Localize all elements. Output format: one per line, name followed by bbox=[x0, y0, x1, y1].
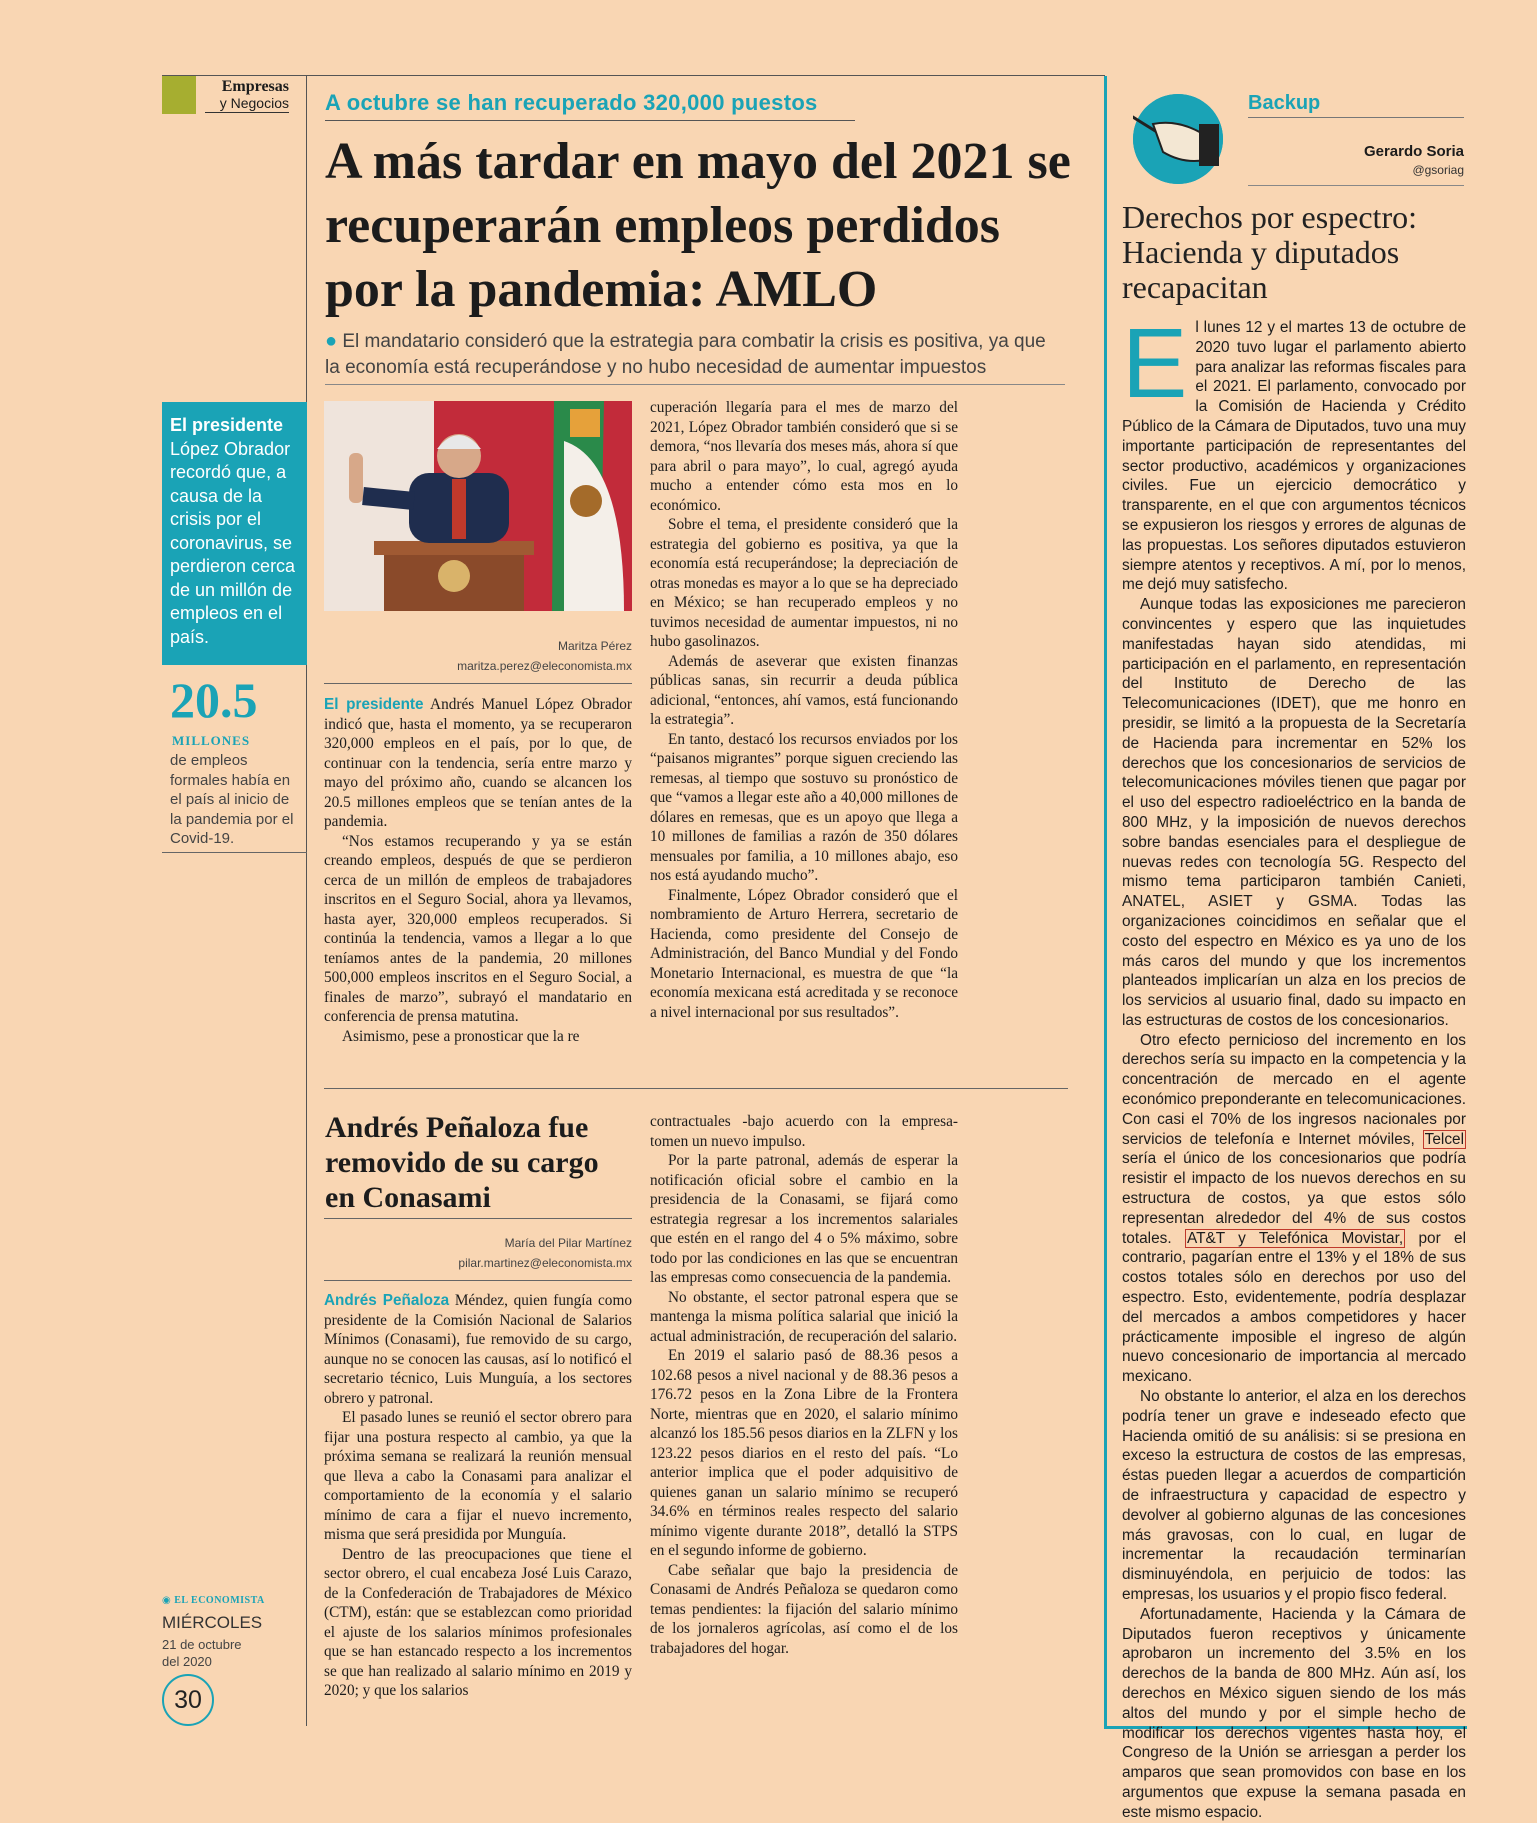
brand-name: EL ECONOMISTA bbox=[174, 1595, 265, 1606]
stat-rule bbox=[162, 852, 307, 853]
paragraph: El pasado lunes se reunió el sector obrero para fijar una postura respecto al cambio, ya que la próxima semana se realizará la reunión mensual que lleva a cabo la Conasami para analizar el comportamiento de la economía y el salario mínimo de cara a fijar el nuevo incremento, misma que será presidida por Munguía. bbox=[324, 1409, 632, 1543]
brand-icon: ◉ bbox=[162, 1595, 172, 1606]
writing-hand-illustration bbox=[1133, 94, 1223, 184]
callout-title: El presidente bbox=[170, 415, 284, 435]
paragraph: Por la parte patronal, además de esperar la notificación oficial sobre el cambio en la presidencia de la Conasami, se fijará como estrategia regresar a los incrementos salariales que estén en el rango del 4 o 5% máximo, sobre todo por las condiciones en las que se encuentran las empresas como consecuencia de la pandemia. bbox=[650, 1152, 958, 1286]
paragraph bbox=[1122, 308, 1466, 595]
top-rule bbox=[162, 75, 1105, 76]
paragraph: Dentro de las preocupaciones que tiene el sector obrero, el cual encabeza José Luis Carazo, de la Confederación de Trabajadores de México (CTM), están: que se establezcan como prioridad el ajuste de los salarios mínimos profesionales que se han estancado respecto a los incrementos se que han realizado al salario mínimo en 2019 y 2020; y que los salarios bbox=[324, 1545, 632, 1699]
second-article-col1 bbox=[324, 1291, 632, 1701]
column-handle[interactable]: @gsoriag bbox=[1248, 163, 1464, 186]
paragraph-text: Andrés Manuel López Obrador indicó que, hasta el momento, ya se recuperaron 320,000 empleos en el país, por lo que, de continuar con la tendencia, sería entre marzo y mayo del próximo año, cuando se alcancen los 20.5 millones empleos que se tenían antes de la pandemia. bbox=[324, 696, 633, 830]
byline-rule bbox=[324, 683, 632, 684]
second-author: María del Pilar Martínez bbox=[504, 1236, 632, 1250]
paragraph-text: por el contrario, pagarían entre el 13% y el 18% de sus costos totales sólo en derechos por uso del espectro. Esto, evidentemente, podría desplazar del mercados a ambos competidores y hacer prácticamente imposible el ingreso de algún nuevo concesionario de importancia al mercado mexicano. bbox=[1122, 1229, 1466, 1386]
second-byline bbox=[400, 1233, 632, 1273]
footer-date-line2: del 2020 bbox=[162, 1654, 212, 1669]
president-photo bbox=[324, 401, 632, 611]
main-kicker: A octubre se han recuperado 320,000 puestos bbox=[325, 90, 855, 121]
paragraph: Asimismo, pese a pronosticar que la re bbox=[342, 1027, 580, 1045]
main-article-col1 bbox=[324, 695, 632, 1046]
paragraph: contractuales -bajo acuerdo con la empresa- tomen un nuevo impulso. bbox=[650, 1113, 958, 1150]
second-article-col2 bbox=[650, 1112, 958, 1658]
paragraph: Sobre el tema, el presidente consideró que la estrategia del gobierno es positiva, ya que la economía está recuperándose; la depreciación de otras monedas es mayor a lo que se ha depreciado en México; se han recuperado empleos y no tuvimos necesidad de aumentar impuestos, ni no hubo gasolinazos. bbox=[650, 516, 958, 650]
paragraph: cuperación llegaría para el mes de marzo del 2021, López Obrador también consideró que si se demora, “nos llevaría dos meses más, ahora sí que para abril o para mayo”, lo cual, agregó ayuda mucho a entender cómo esta mos en lo económico. bbox=[650, 399, 958, 514]
main-email[interactable]: maritza.perez@eleconomista.mx bbox=[457, 659, 632, 673]
paragraph bbox=[324, 1291, 632, 1408]
page-number: 30 bbox=[162, 1674, 214, 1726]
main-headline: A más tardar en mayo del 2021 se recuperarán empleos perdidos por la pandemia: AMLO bbox=[325, 133, 1071, 318]
paragraph-text: l lunes 12 y el martes 13 de octubre de 2020 tuvo lugar el parlamento abierto para analizar las reformas fiscales para el 2021. El parlamento, convocado por la Comisión de Hacienda y Crédito Público de la Cámara de Diputados, tuvo una muy importante participación de representantes del sector productivo, académicos y organizaciones civiles. Fue un ejercicio democrático y transparente, en el que con argumentos técnicos se expusieron los riesgos y errores de algunas de las propuestas. Los señores diputados estuvieron siempre atentos y receptivos. A mí, por lo menos, me dejó muy satisfecho. bbox=[1122, 319, 1466, 594]
paragraph: Finalmente, López Obrador consideró que el nombramiento de Arturo Herrera, secretario de Hacienda, como presidente del Consejo de Administración, del Banco Mundial y del Fondo Monetario Internacional, es muestra de que “la economía mexicana está acreditada y se reconoce a nivel internacional por sus resultados”. bbox=[650, 886, 958, 1021]
column-title: Derechos por espectro: Hacienda y diputados recapacitan bbox=[1122, 199, 1417, 305]
section-sub: y Negocios bbox=[205, 95, 289, 113]
bullet-icon: ● bbox=[325, 330, 338, 352]
deck-text: El mandatario consideró que la estrategia para combatir la crisis es positiva, ya que la economía está recuperándose y no hubo necesidad de aumentar impuestos bbox=[325, 331, 1046, 378]
column-kicker: Backup bbox=[1248, 92, 1464, 118]
sidebar-callout bbox=[162, 402, 307, 665]
second-email[interactable]: pilar.martinez@eleconomista.mx bbox=[458, 1256, 632, 1270]
president-photo-illustration bbox=[324, 401, 632, 611]
main-article-col2 bbox=[650, 398, 958, 1022]
paragraph: Además de aseverar que existen finanzas públicas sanas, sin recurrir a deuda pública adicional, “entonces, ahí vamos, está funcionando la estrategia”. bbox=[650, 652, 958, 728]
stat-unit: MILLONES bbox=[172, 733, 251, 748]
paragraph: En tanto, destacó los recursos enviados por los “paisanos migrantes” porque siguen creciendo las remesas, al tiempo que sostuvo su pronóstico de que “vamos a llegar este año a 40,000 millones de dólares en remesas, que es un apoyo que llega a 10 millones de familias a razón de 350 dólares mensuales por familia, a 10 millones abajo, eso nos está ayudando mucho”. bbox=[650, 730, 958, 884]
main-byline bbox=[400, 636, 632, 676]
stat-description: de empleos formales había en el país al inicio de la pandemia por el Covid-19. bbox=[170, 752, 294, 847]
article-separator bbox=[324, 1088, 1068, 1089]
footer-date bbox=[162, 1636, 242, 1670]
writing-hand-icon bbox=[1133, 94, 1223, 184]
paragraph: “Nos estamos recuperando y ya se están creando empleos, después de que se perdieron cerca de un millón de empleos de trabajadores inscritos en el Seguro Social, ahora ya llevamos, hasta ayer, 320,000 empleos recuperados. Si continúa la tendencia, vamos a llegar a lo que teníamos antes de la pandemia, 20 millones 500,000 empleos inscritos en el Seguro Social, a finales de marzo”, subrayó el mandatario en conferencia de prensa matutina. bbox=[324, 832, 632, 1025]
second-byline-rule bbox=[324, 1280, 632, 1281]
column-body bbox=[1122, 308, 1466, 1823]
main-deck bbox=[325, 328, 1065, 385]
paragraph-text: Otro efecto pernicioso del incremento en los derechos sería su impacto en la competencia y la concentración de mercado en el agente económico preponderante en telecomunicaciones. Con casi el 70% de los ingresos nacionales por servicios de telefonía e Internet móviles, bbox=[1122, 1031, 1466, 1148]
paragraph: Aunque todas las exposiciones me parecieron convincentes y espero que las inquietudes manifestadas hayan sido atendidas, mi participación en el parlamento, en representación del Instituto de Derecho de las Telecomunicaciones (IDET), que me honro en presidir, se limitó a la propuesta de la Secretaría de Hacienda para incrementar en 52% los derechos que los concesionarios de servicios de telecomunicaciones móviles tienen que pagar por el uso del espectro radioeléctrico en la banda de 800 MHz, y la imposición de nuevos derechos sobre bandas esenciales para el despliegue de nuevas redes con tecnología 5G. Respecto del mismo tema participaron también Canieti, ANATEL, ASIET y GSMA. Todas las organizaciones coincidimos en señalar que el costo del espectro en México es ya uno de los más caros del mundo y que los incrementos planteados implicarían un alza en los precios de los servicios al usuario final, dado su impacto en las estructuras de costos de los concesionarios. bbox=[1122, 596, 1466, 1029]
highlight-att-movistar: AT&T y Telefónica Movistar, bbox=[1186, 1229, 1404, 1247]
stat-value: 20.5 bbox=[170, 672, 258, 728]
paragraph: Afortunadamente, Hacienda y la Cámara de Diputados fueron receptivos y únicamente aprobaron un incremento del 3.5% en los derechos de la banda de 800 MHz. Aún así, los derechos en México siguen siendo de los más altos del mundo y por el simple hecho de modificar los derechos vigentes hasta hoy, el Congreso de la Unión se arriesgan a perder los amparos que sean promovidos con base en los argumentos que expuse la semana pasada en este mismo espacio. bbox=[1122, 1605, 1466, 1821]
section-label bbox=[205, 78, 289, 113]
column-author: Gerardo Soria bbox=[1363, 143, 1464, 160]
paragraph bbox=[1122, 1031, 1466, 1387]
section-name: Empresas bbox=[221, 78, 289, 95]
brand-logo bbox=[162, 1595, 265, 1606]
paragraph: No obstante, el sector patronal espera que se mantenga la misma política salarial que inició la actual administración, de recuperación del salario. bbox=[650, 1288, 958, 1345]
left-column-rule bbox=[306, 76, 307, 1726]
paragraph bbox=[324, 695, 632, 832]
dropcap: E bbox=[1122, 308, 1188, 418]
paragraph: En 2019 el salario pasó de 88.36 pesos a 102.68 pesos a nivel nacional y de 88.36 pesos a 176.72 pesos en la Zona Libre de la Frontera Norte, mientras que en 2020, el salario mínimo alcanzó los 185.56 pesos diarios en la ZLFN y los 123.22 pesos diarios en el resto del país. “Lo anterior implica que el poder adquisitivo de quienes ganan un salario mínimo se recuperó 34.6% en términos reales respecto del salario mínimo vigente durante 2018”, detalló la STPS en el segundo informe de gobierno. bbox=[650, 1347, 958, 1559]
footer-date-line1: 21 de octubre bbox=[162, 1637, 242, 1652]
lead-in: El presidente bbox=[324, 696, 424, 713]
highlight-telcel: Telcel bbox=[1424, 1130, 1464, 1148]
footer-day: MIÉRCOLES bbox=[162, 1613, 263, 1632]
paragraph-text: sería el único de los concesionarios que podría resistir el impacto de los nuevos derechos en su estructura de costos, ya que estos sólo representan alrededor del 4% de sus costos totales. bbox=[1122, 1150, 1466, 1247]
paragraph-text: Méndez, quien fungía como presidente de la Comisión Nacional de Salarios Mínimos (Conasami), fue removido de su cargo, aunque no se conocen las causas, así lo notificó el secretario técnico, Luis Munguía, a los sectores obrero y patronal. bbox=[324, 1292, 632, 1407]
callout-text: López Obrador recordó que, a causa de la crisis por el coronavirus, se perdieron cerca de un millón de empleos en el país. bbox=[170, 438, 296, 647]
second-headline-rule bbox=[324, 1218, 632, 1219]
paragraph: No obstante lo anterior, el alza en los derechos podría tener un grave e indeseado efecto que Hacienda omitió de su análisis: si se presiona en exceso la estructura de costos de las empresas, éstas pueden llegar a acuerdos de compartición de infraestructura y capacidad de espectro y devolver al gobierno algunas de las concesiones más gravosas, con lo cual, en lugar de incrementar la recaudación terminarían disminuyéndola, en perjuicio de todos: las empresas, los usuarios y el propio fisco federal. bbox=[1122, 1388, 1466, 1603]
paragraph: Cabe señalar que bajo la presidencia de Conasami de Andrés Peñaloza se quedaron como temas pendientes: la fijación del salario mínimo de los jornaleros agrícolas, así como el de los trabajadores del hogar. bbox=[650, 1561, 958, 1657]
main-author: Maritza Pérez bbox=[557, 639, 632, 653]
section-color-block bbox=[162, 76, 196, 114]
second-headline: Andrés Peñaloza fue removido de su cargo en Conasami bbox=[325, 1111, 599, 1214]
lead-in: Andrés Peñaloza bbox=[324, 1292, 450, 1309]
